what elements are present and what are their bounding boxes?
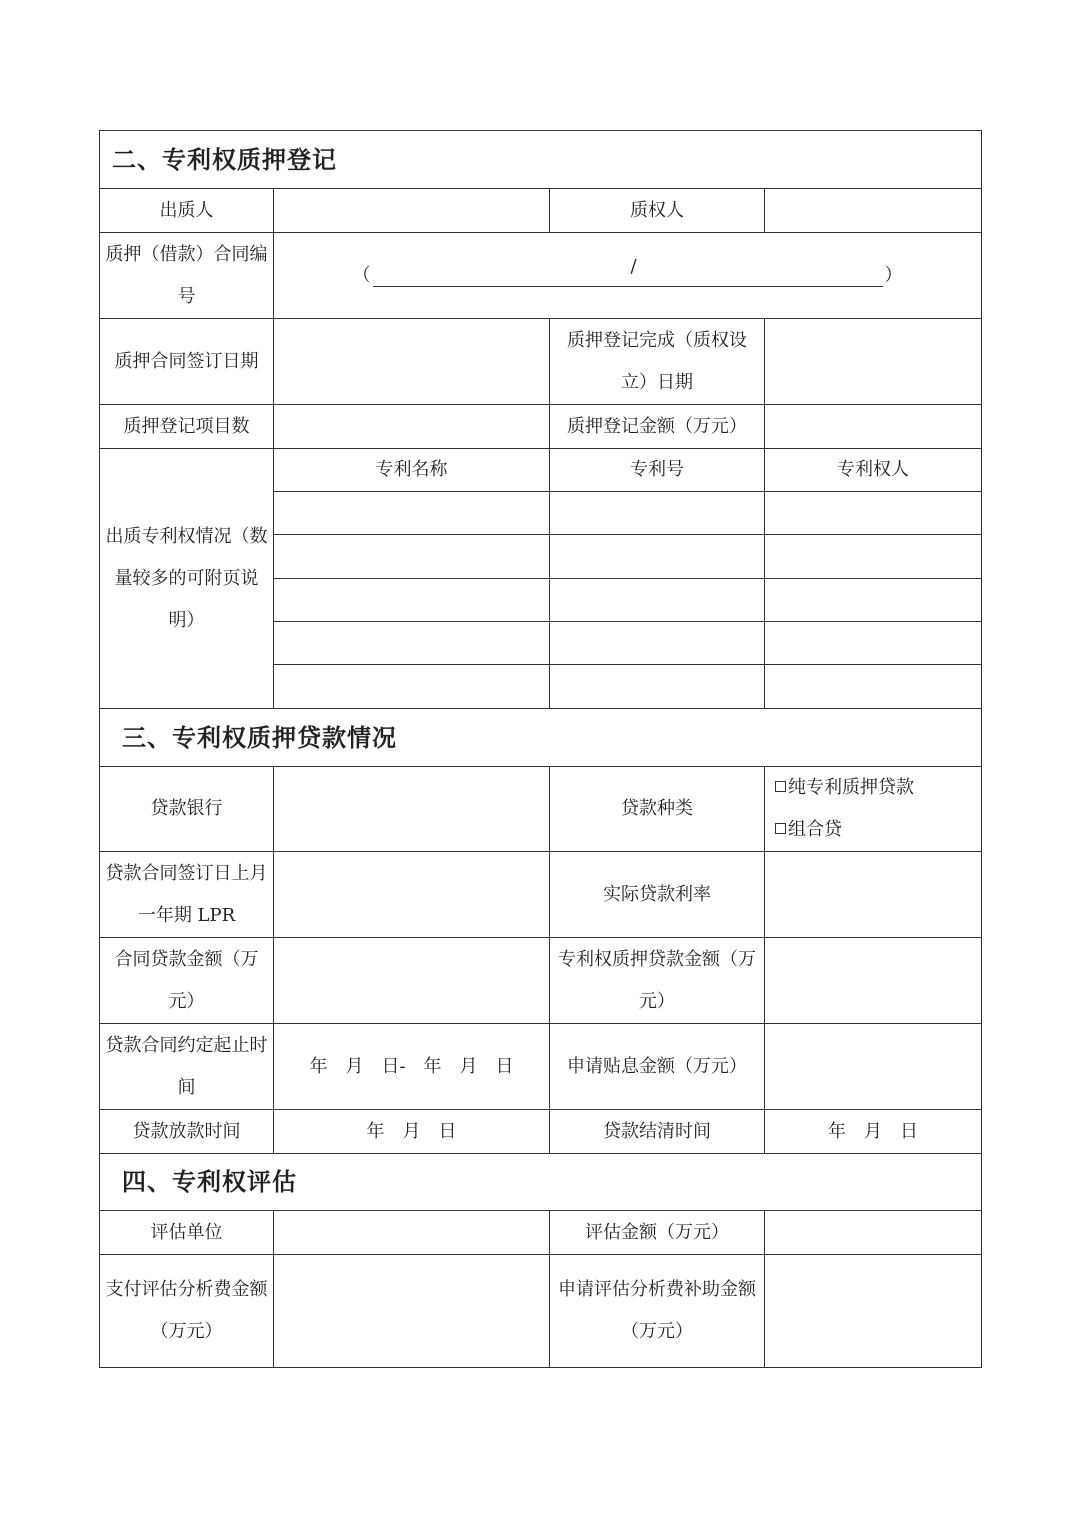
contract-no-close: ） — [884, 264, 903, 286]
pledge-amount-field[interactable] — [765, 938, 982, 1024]
col-patent-name: 专利名称 — [274, 449, 550, 492]
subsidy-label: 申请贴息金额（万元） — [550, 1024, 765, 1110]
pledgee-label: 质权人 — [550, 189, 765, 233]
section-3-title: 三、专利权质押贷款情况 — [100, 709, 982, 767]
contract-amount-field[interactable] — [274, 938, 550, 1024]
patent-owner-cell[interactable] — [765, 492, 982, 535]
eval-unit-label: 评估单位 — [100, 1211, 274, 1255]
patent-no-cell[interactable] — [550, 535, 765, 579]
option-combo[interactable] — [775, 809, 977, 851]
contract-no-field[interactable] — [274, 233, 982, 319]
contract-no-label: 质押（借款）合同编号 — [100, 233, 274, 319]
release-time-label: 贷款放款时间 — [100, 1110, 274, 1154]
reg-amount-label: 质押登记金额（万元） — [550, 405, 765, 449]
col-patent-no: 专利号 — [550, 449, 765, 492]
patent-owner-cell[interactable] — [765, 665, 982, 709]
release-time-field[interactable]: 年 月 日 — [274, 1110, 550, 1154]
patent-no-cell[interactable] — [550, 622, 765, 665]
patent-no-cell[interactable] — [550, 665, 765, 709]
eval-amount-label: 评估金额（万元） — [550, 1211, 765, 1255]
fee-paid-label: 支付评估分析费金额（万元） — [100, 1255, 274, 1368]
option-pure-label: 纯专利质押贷款 — [788, 777, 914, 798]
patent-owner-cell[interactable] — [765, 579, 982, 622]
section-2-title: 二、专利权质押登记 — [100, 131, 982, 189]
patent-no-cell[interactable] — [550, 492, 765, 535]
checkbox-icon[interactable] — [775, 823, 786, 834]
period-label: 贷款合同约定起止时间 — [100, 1024, 274, 1110]
patent-owner-cell[interactable] — [765, 622, 982, 665]
eval-unit-field[interactable] — [274, 1211, 550, 1255]
subsidy-field[interactable] — [765, 1024, 982, 1110]
pledge-amount-label: 专利权质押贷款金额（万元） — [550, 938, 765, 1024]
patent-no-cell[interactable] — [550, 579, 765, 622]
loan-type-options — [765, 767, 982, 852]
period-field[interactable]: 年 月 日- 年 月 日 — [274, 1024, 550, 1110]
reg-amount-field[interactable] — [765, 405, 982, 449]
patent-name-cell[interactable] — [274, 492, 550, 535]
fee-subsidy-field[interactable] — [765, 1255, 982, 1368]
contract-no-open: （ — [352, 264, 371, 286]
contract-no-slash: / — [630, 256, 637, 277]
pledgee-field[interactable] — [765, 189, 982, 233]
actual-rate-label: 实际贷款利率 — [550, 852, 765, 938]
patent-name-cell[interactable] — [274, 622, 550, 665]
patent-pledge-form — [99, 130, 982, 1368]
settle-time-field[interactable]: 年 月 日 — [765, 1110, 982, 1154]
contract-no-underline — [373, 256, 883, 287]
contract-amount-label: 合同贷款金额（万元） — [100, 938, 274, 1024]
patent-name-cell[interactable] — [274, 665, 550, 709]
patent-name-cell[interactable] — [274, 535, 550, 579]
pledgor-field[interactable] — [274, 189, 550, 233]
settle-time-label: 贷款结清时间 — [550, 1110, 765, 1154]
eval-amount-field[interactable] — [765, 1211, 982, 1255]
fee-paid-field[interactable] — [274, 1255, 550, 1368]
lpr-field[interactable] — [274, 852, 550, 938]
loan-type-label: 贷款种类 — [550, 767, 765, 852]
sign-date-label: 质押合同签订日期 — [100, 319, 274, 405]
item-count-label: 质押登记项目数 — [100, 405, 274, 449]
option-pure-pledge[interactable] — [775, 767, 977, 809]
bank-label: 贷款银行 — [100, 767, 274, 852]
patent-name-cell[interactable] — [274, 579, 550, 622]
patent-owner-cell[interactable] — [765, 535, 982, 579]
section-4-title: 四、专利权评估 — [100, 1154, 982, 1211]
sign-date-field[interactable] — [274, 319, 550, 405]
lpr-label: 贷款合同签订日上月一年期 LPR — [100, 852, 274, 938]
pledgor-label: 出质人 — [100, 189, 274, 233]
actual-rate-field[interactable] — [765, 852, 982, 938]
col-patent-owner: 专利权人 — [765, 449, 982, 492]
reg-done-date-field[interactable] — [765, 319, 982, 405]
reg-done-date-label: 质押登记完成（质权设立）日期 — [550, 319, 765, 405]
option-combo-label: 组合贷 — [788, 819, 842, 840]
patents-label: 出质专利权情况（数量较多的可附页说明） — [100, 449, 274, 709]
fee-subsidy-label: 申请评估分析费补助金额（万元） — [550, 1255, 765, 1368]
checkbox-icon[interactable] — [775, 781, 786, 792]
bank-field[interactable] — [274, 767, 550, 852]
item-count-field[interactable] — [274, 405, 550, 449]
